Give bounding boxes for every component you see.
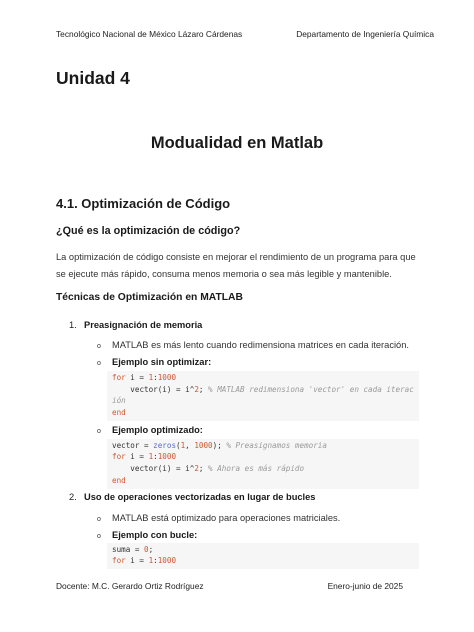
code-block-unoptimized: [107, 371, 419, 421]
code-line: end: [112, 476, 126, 485]
item-number: 1.: [69, 320, 77, 330]
code-block-loop: [107, 543, 419, 569]
item-number: 2.: [69, 492, 77, 502]
bullet-text: MATLAB está optimizado para operaciones matriciales.: [112, 513, 341, 523]
code-line: for i = 1:1000: [112, 556, 177, 565]
bullet-example-unoptimized: Ejemplo sin optimizar:: [112, 357, 212, 367]
item-title-preallocation: Preasignación de memoria: [84, 320, 203, 330]
bullet-example-optimized: Ejemplo optimizado:: [112, 425, 203, 435]
code-line: for i = 1:1000: [112, 373, 177, 382]
footer-teacher: Docente: M.C. Gerardo Ortiz Rodríguez: [56, 581, 204, 591]
bullet-example-loop: Ejemplo con bucle:: [112, 530, 198, 540]
bullet-marker: o: [97, 343, 101, 350]
code-line: for i = 1:1000: [112, 452, 177, 461]
techniques-heading: Técnicas de Optimización en MATLAB: [56, 292, 243, 303]
question-heading: ¿Qué es la optimización de código?: [56, 225, 241, 237]
header-institution: Tecnológico Nacional de México Lázaro Cárdenas: [56, 29, 243, 39]
footer-period: Enero-junio de 2025: [327, 581, 403, 591]
code-line: vector = zeros(1, 1000); % Preasignamos memoria: [112, 441, 327, 450]
code-block-optimized: [107, 439, 419, 489]
code-line: suma = 0;: [112, 545, 154, 554]
unit-heading: Unidad 4: [56, 68, 130, 88]
section-heading: 4.1. Optimización de Código: [56, 196, 231, 211]
definition-paragraph: La optimización de código consiste en mejorar el rendimiento de un programa para que se ejecute más rápido, consuma menos memoria o sea más legible y mantenible.: [56, 252, 416, 279]
code-line: vector(i) = i^2; % Ahora es más rápido: [130, 464, 305, 473]
page-title: Modualidad en Matlab: [150, 134, 324, 152]
code-line: end: [112, 408, 126, 417]
header-department: Departamento de Ingeniería Química: [296, 29, 434, 39]
bullet-text: MATLAB es más lento cuando redimensiona matrices en cada iteración.: [112, 340, 409, 350]
bullet-marker: o: [97, 533, 101, 540]
bullet-marker: o: [97, 516, 101, 523]
bullet-marker: o: [97, 360, 101, 367]
code-line: ión: [112, 396, 126, 405]
code-line: vector(i) = i^2; % MATLAB redimensiona 'vector' en cada iterac: [130, 385, 414, 394]
bullet-marker: o: [97, 428, 101, 435]
item-title-vectorization: Uso de operaciones vectorizadas en lugar de bucles: [84, 492, 316, 502]
